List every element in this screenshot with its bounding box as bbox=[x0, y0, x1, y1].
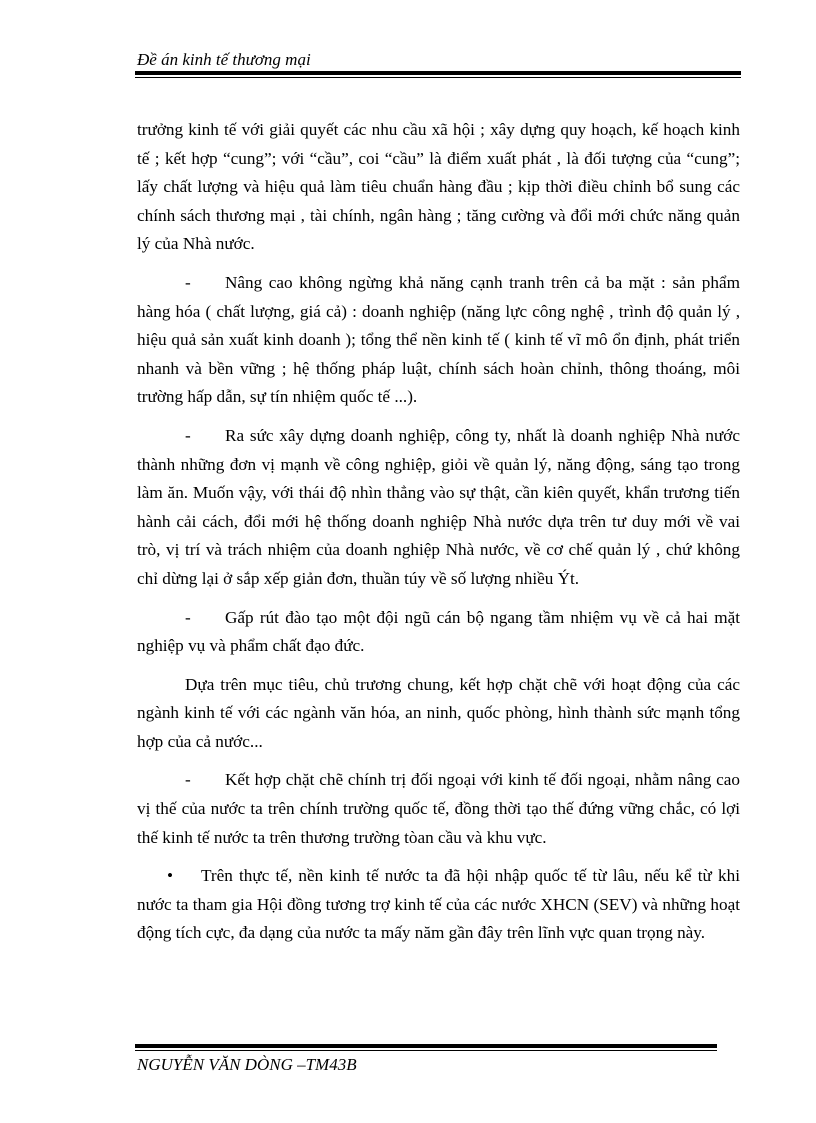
header-rule-thick bbox=[135, 71, 741, 75]
dash-marker: - bbox=[185, 425, 191, 445]
paragraph-6 bbox=[137, 766, 740, 852]
footer-rule-thick bbox=[135, 1044, 717, 1048]
paragraph-5: Dựa trên mục tiêu, chủ trương chung, kết hợp chặt chẽ với hoạt động của các ngành kinh tế với các ngành văn hóa, an ninh, quốc phòng, hình thành sức mạnh tổng hợp của cả nước... bbox=[137, 674, 740, 751]
paragraph-7 bbox=[137, 862, 740, 948]
paragraph-2 bbox=[137, 269, 740, 412]
paragraph-4 bbox=[137, 604, 740, 661]
document-body bbox=[137, 116, 740, 958]
dash-marker: - bbox=[185, 272, 191, 292]
paragraph-6-text: Kết hợp chặt chẽ chính trị đối ngoại với kinh tế đối ngoại, nhằm nâng cao vị thế của nước ta trên chính trường quốc tế, đồng thời tạo thế đứng vững chắc, có lợi thế kinh tế nước ta trên thương trường tòan cầu và khu vực. bbox=[137, 770, 740, 847]
bullet-marker: • bbox=[167, 866, 174, 886]
dash-marker: - bbox=[185, 607, 191, 627]
paragraph-3 bbox=[137, 422, 740, 594]
dash-marker: - bbox=[185, 770, 191, 790]
header-title: Đề án kinh tế thương mại bbox=[137, 50, 311, 69]
header-rule-thin bbox=[135, 77, 741, 78]
footer-author: NGUYỄN VĂN DÒNG –TM43B bbox=[137, 1055, 357, 1074]
footer-rule-thin bbox=[135, 1050, 717, 1051]
paragraph-4-text: Gấp rút đào tạo một đội ngũ cán bộ ngang tầm nhiệm vụ về cả hai mặt nghiệp vụ và phẩm chất đạo đức. bbox=[137, 607, 740, 656]
paragraph-3-text: Ra sức xây dựng doanh nghiệp, công ty, nhất là doanh nghiệp Nhà nước thành những đơn vị mạnh về công nghiệp, giỏi về quản lý, năng động, sáng tạo trong làm ăn. Muốn vậy, với thái độ nhìn thẳng vào sự thật, cần kiên quyết, khẩn trương tiến hành cải cách, đổi mới hệ thống doanh nghiệp Nhà nước dựa trên tư duy mới về vai trò, vị trí và trách nhiệm của doanh nghiệp Nhà nước, về cơ chế quản lý , chứ không chỉ dừng lại ở sắp xếp giản đơn, thuần túy về số lượng nhiều Ýt. bbox=[137, 425, 740, 588]
paragraph-7-text: Trên thực tế, nền kinh tế nước ta đã hội nhập quốc tế từ lâu, nếu kể từ khi nước ta tham gia Hội đồng tương trợ kinh tế của các nước XHCN (SEV) và những hoạt động tích cực, đa dạng của nước ta mấy năm gần đây trên lĩnh vực quan trọng này. bbox=[137, 866, 740, 943]
paragraph-1: trưởng kinh tế với giải quyết các nhu cầu xã hội ; xây dựng quy hoạch, kế hoạch kinh tế ; kết hợp “cung”; với “cầu”, coi “cầu” là điểm xuất phát , là đối tượng của “cung”; lấy chất lượng và hiệu quả làm tiêu chuẩn hàng đầu ; kịp thời điều chỉnh bổ sung các chính sách thương mại , tài chính, ngân hàng ; tăng cường và đổi mới chức năng quản lý của Nhà nước. bbox=[137, 120, 740, 254]
paragraph-2-text: Nâng cao không ngừng khả năng cạnh tranh trên cả ba mặt : sản phẩm hàng hóa ( chất lượng, giá cả) : doanh nghiệp (năng lực công nghệ , trình độ quản lý , hiệu quả sản xuất kinh doanh ); tổng thể nền kinh tế ( kinh tế vĩ mô ổn định, phát triển nhanh và bền vững ; hệ thống pháp luật, chính sách hoàn chỉnh, thông thoáng, môi trường hấp dẫn, sự tín nhiệm quốc tế ...). bbox=[137, 272, 740, 407]
